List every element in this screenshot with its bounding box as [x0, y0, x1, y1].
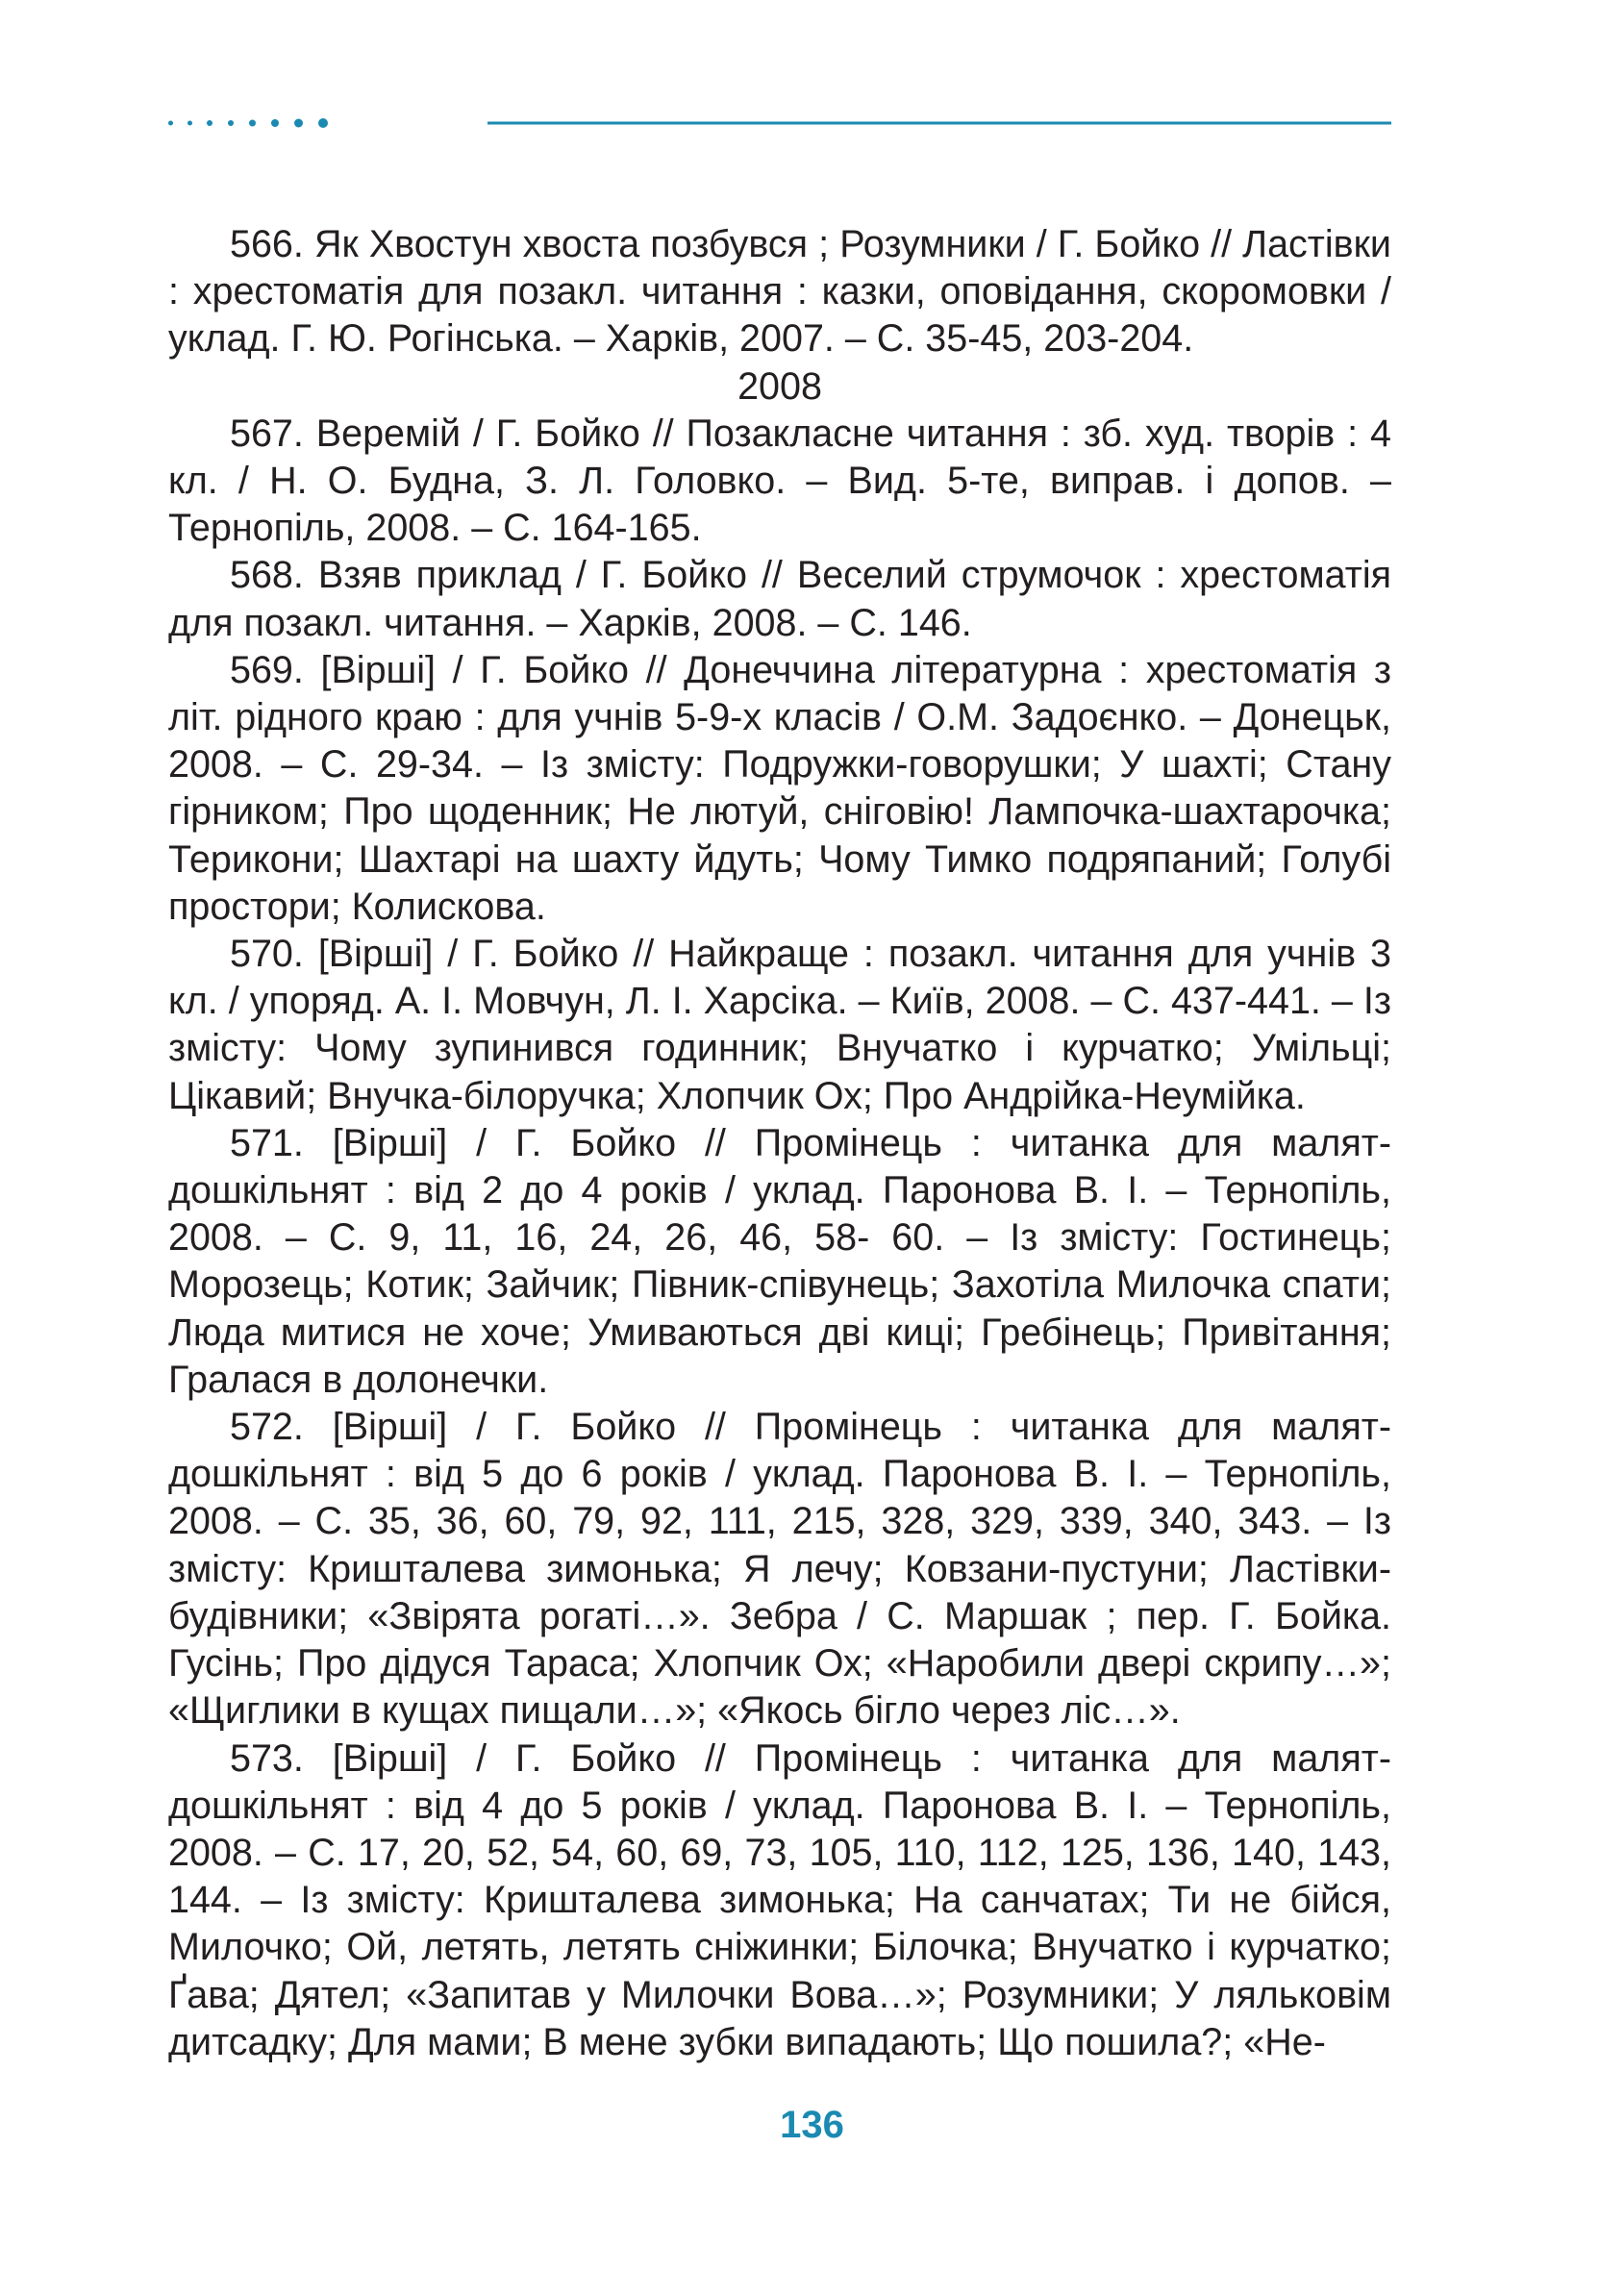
header-dotted-rule	[168, 117, 1391, 129]
rule-dot	[168, 121, 173, 126]
bibliography-entry: 568. Взяв приклад / Г. Бойко // Веселий струмочок : хрестоматія для позакл. читання. – Харків, 2008. – С. 146.	[168, 554, 1391, 644]
bibliography-entry: 571. [Вірші] / Г. Бойко // Промінець : читанка для малят-дошкільнят : від 2 до 4 років / уклад. Паронова В. І. – Тернопіль, 2008. – С. 9, 11, 16, 24, 26, 46, 58- 60. – Із змісту: Гостинець; Морозець; Котик; Зайчик; Півник-співунець; Захотіла Милочка спати; Люда митися не хоче; Умиваються дві киці; Гребінець; Привітання; Гралася в долонечки.	[168, 1121, 1391, 1401]
bibliography-entry: 566. Як Хвостун хвоста позбувся ; Розумники / Г. Бойко // Ластівки : хрестоматія для позакл. читання : казки, оповідання, скоромовки / уклад. Г. Ю. Рогінська. – Харків, 2007. – С. 35-45, 203-204.	[168, 223, 1391, 361]
bibliography-entry: 572. [Вірші] / Г. Бойко // Промінець : читанка для малят-дошкільнят : від 5 до 6 років / уклад. Паронова В. І. – Тернопіль, 2008. – С. 35, 36, 60, 79, 92, 111, 215, 328, 329, 339, 340, 343. – Із змісту: Кришталева зимонька; Я лечу; Ковзани-пустуни; Ластівки-будівники; «Звірята рогаті…». Зебра / С. Маршак ; пер. Г. Бойка. Гусінь; Про дідуся Тараса; Хлопчик Ох; «Наробили двері скрипу…»; «Щиглики в кущах пищали…»; «Якось бігло через ліс…».	[168, 1406, 1391, 1733]
bibliography-entry: 570. [Вірші] / Г. Бойко // Найкраще : позакл. читання для учнів 3 кл. / упоряд. А. І. Мовчун, Л. І. Харсіка. – Київ, 2008. – С. 437-441. – Із змісту: Чому зупинився годинник; Внучатко і курчатко; Умільці; Цікавий; Внучка-білоручка; Хлопчик Ох; Про Андрійка-Неумійка.	[168, 933, 1391, 1117]
rule-dot	[271, 119, 279, 127]
rule-dot	[207, 120, 212, 126]
bibliography-entry: 567. Веремій / Г. Бойко // Позакласне читання : зб. худ. творів : 4 кл. / Н. О. Будна, З. Л. Головко. – Вид. 5-те, виправ. і допов. – Тернопіль, 2008. – С. 164-165.	[168, 412, 1391, 550]
rule-dot	[294, 119, 303, 128]
bibliography-body	[168, 221, 1391, 2066]
bibliography-entry: 573. [Вірші] / Г. Бойко // Промінець : читанка для малят-дошкільнят : від 4 до 5 років / уклад. Паронова В. І. – Тернопіль, 2008. – С. 17, 20, 52, 54, 60, 69, 73, 105, 110, 112, 125, 136, 140, 143, 144. – Із змісту: Кришталева зимонька; На санчатах; Ти не бійся, Милочко; Ой, летять, летять сніжинки; Білочка; Внучатко і курчатко; Ґава; Дятел; «Запитав у Милочки Вова…»; Розумники; У ляльковім дитсадку; Для мами; В мене зубки випадають; Що пошила?; «Не-	[168, 1736, 1391, 2063]
year-heading: 2008	[737, 364, 822, 408]
rule-dot	[228, 120, 234, 126]
page-number: 136	[780, 2104, 844, 2146]
rule-dot	[187, 121, 192, 126]
rule-line	[487, 122, 1391, 125]
bibliography-entry: 569. [Вірші] / Г. Бойко // Донеччина літературна : хрестоматія з літ. рідного краю : для учнів 5-9-х класів / О.М. Задоєнко. – Донецьк, 2008. – С. 29-34. – Із змісту: Подружки-говорушки; У шахті; Стану гірником; Про щоденник; Не лютуй, сніговію! Лампочка-шахтарочка; Терикони; Шахтарі на шахту йдуть; Чому Тимко подряпаний; Голубі простори; Колискова.	[168, 648, 1391, 928]
rule-dot	[249, 120, 256, 127]
rule-dot	[318, 118, 328, 128]
